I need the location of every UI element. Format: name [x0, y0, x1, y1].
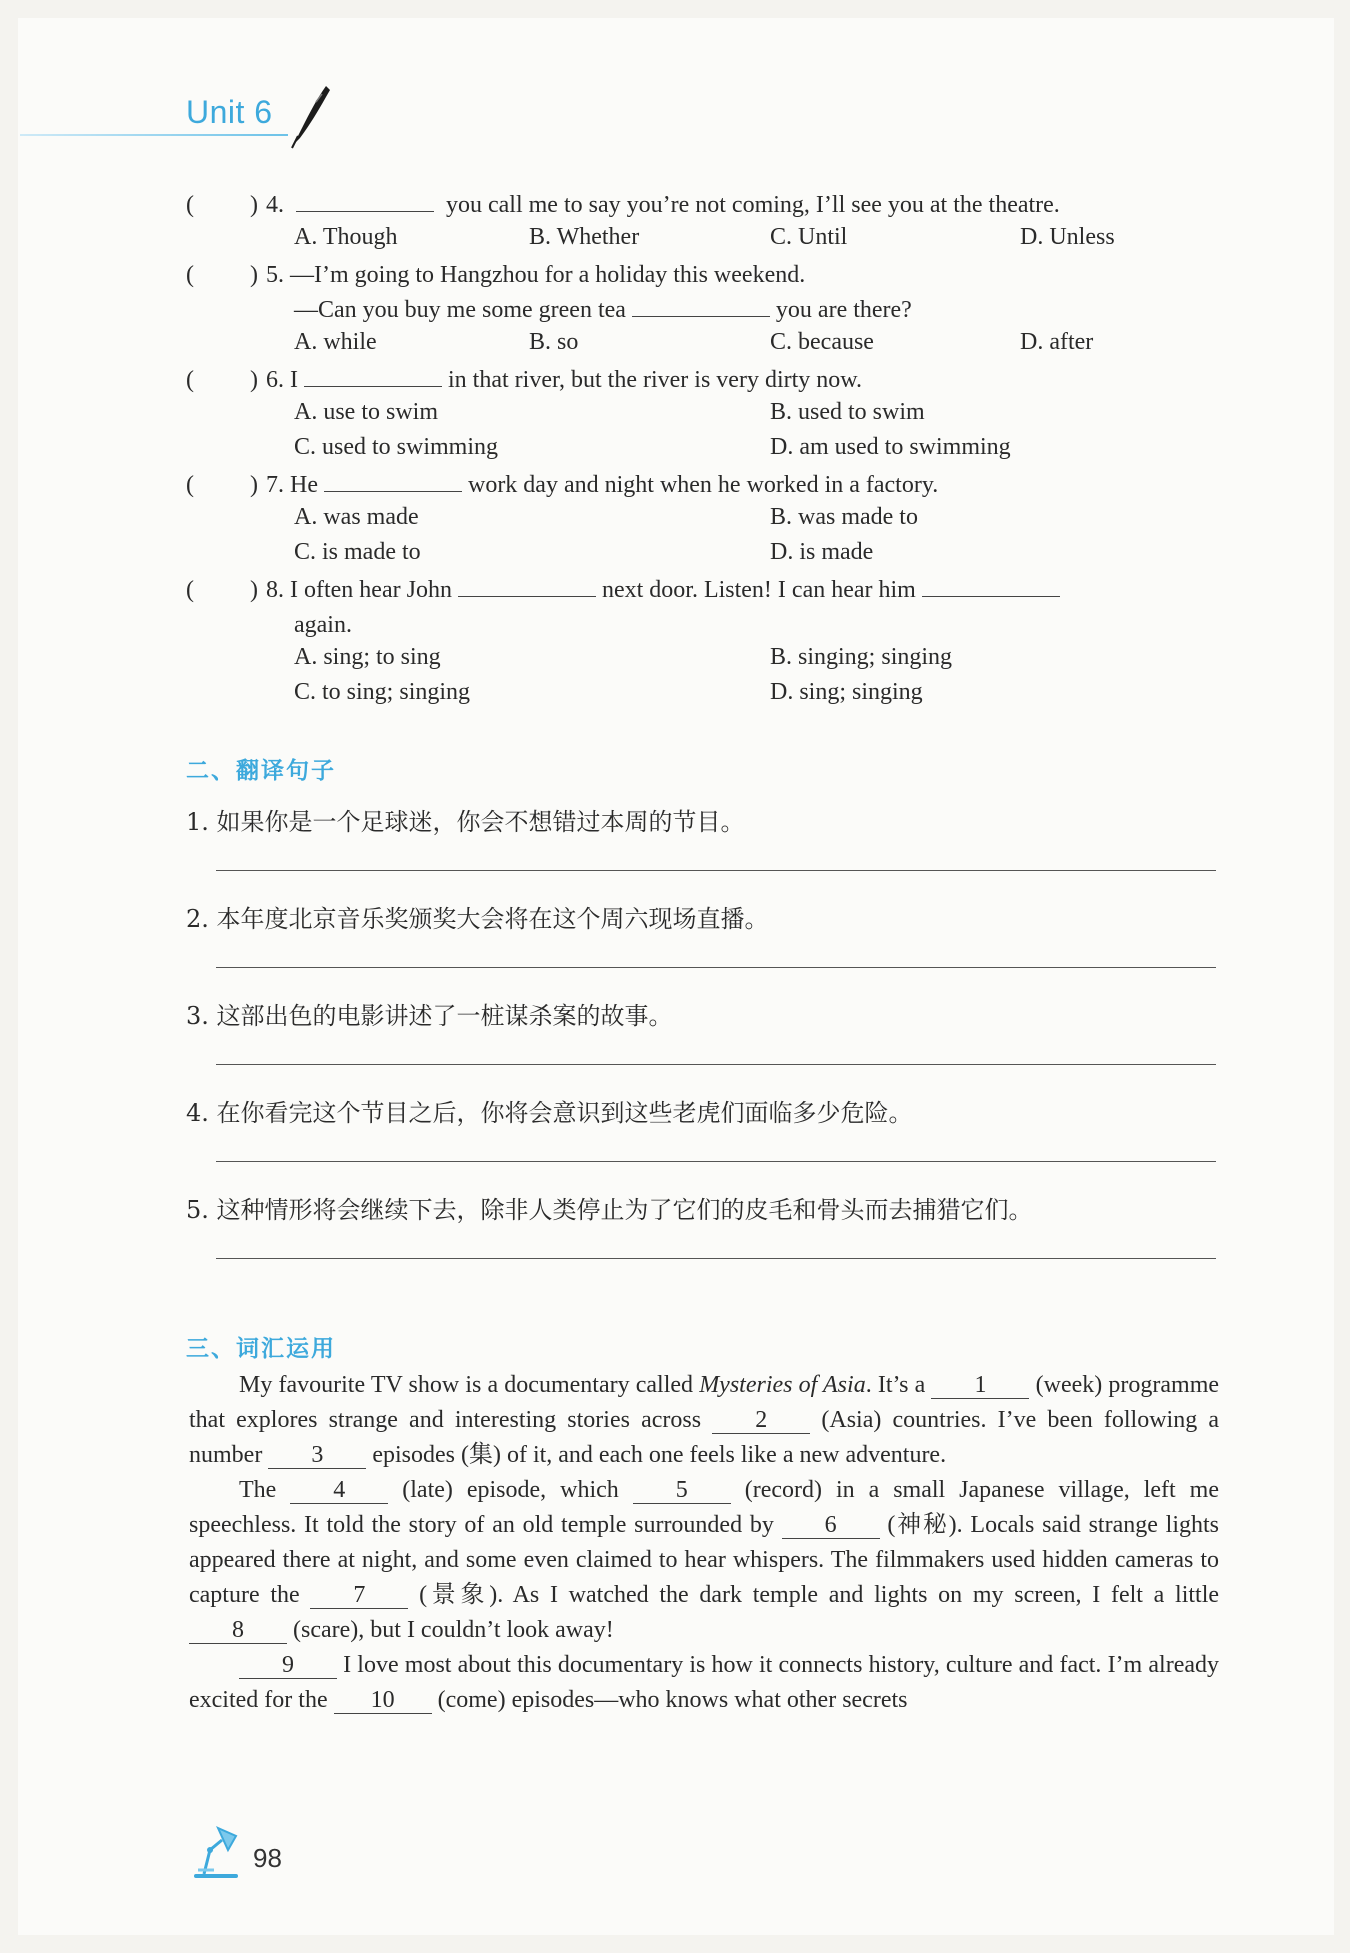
question-8-cont: again. — [294, 612, 352, 638]
blank-10[interactable]: 10 — [334, 1687, 432, 1714]
option-d[interactable]: D. am used to swimming — [770, 434, 1011, 460]
option-a[interactable]: A. was made — [294, 504, 419, 530]
answer-paren[interactable]: ( ) — [186, 262, 258, 288]
option-a[interactable]: A. use to swim — [294, 399, 438, 425]
paragraph: 9 I love most about this documentary is how it connects history, culture and fact. I’m already excited for the 10 (come) episodes—who knows what other secrets — [189, 1652, 1219, 1713]
option-a[interactable]: A. Though — [294, 224, 398, 250]
answer-line[interactable] — [216, 870, 1216, 871]
answer-blank[interactable] — [324, 469, 462, 492]
question-number: 8. — [266, 577, 284, 603]
answer-line[interactable] — [216, 1064, 1216, 1065]
show-title: Mysteries of Asia — [699, 1372, 866, 1398]
option-c[interactable]: C. to sing; singing — [294, 679, 471, 705]
option-b[interactable]: B. was made to — [770, 504, 918, 530]
blank-4[interactable]: 4 — [290, 1477, 388, 1504]
answer-blank[interactable] — [296, 189, 434, 212]
answer-blank[interactable] — [304, 364, 442, 387]
answer-line[interactable] — [216, 1161, 1216, 1162]
question-number: 6. — [266, 367, 284, 393]
paragraph: The 4 (late) episode, which 5 (record) in a small Japanese village, left me speechless. It told the story of an old temple surrounded by 6 (神秘). Locals said strange lights appeared there at night, and some even claimed to hear whispers. The filmmakers used hidden cameras to capture the 7 (景象). As I watched the dark temple and lights on my screen, I felt a little 8 (scare), but I couldn’t look away! — [189, 1477, 1220, 1643]
translation-item: 1. 如果你是一个足球迷，你会不想错过本周的节目。 — [186, 808, 745, 836]
question-number: 5. — [266, 262, 284, 288]
answer-blank[interactable] — [632, 294, 770, 317]
answer-paren[interactable]: ( ) — [186, 472, 258, 498]
section-heading-translate: 二、翻译句子 — [186, 758, 336, 784]
answer-line[interactable] — [216, 1258, 1216, 1259]
cloze-passage — [189, 1368, 1219, 1718]
question-5-line2: —Can you buy me some green tea you are there? — [294, 293, 912, 328]
question-text: —I’m going to Hangzhou for a holiday this weekend. — [290, 262, 806, 288]
option-a[interactable]: A. sing; to sing — [294, 644, 441, 670]
question-4 — [266, 188, 1060, 223]
option-d[interactable]: D. Unless — [1020, 224, 1115, 250]
blank-8[interactable]: 8 — [189, 1617, 287, 1644]
option-b[interactable]: B. used to swim — [770, 399, 925, 425]
translation-item: 5. 这种情形将会继续下去，除非人类停止为了它们的皮毛和骨头而去捕猎它们。 — [186, 1196, 1033, 1224]
blank-3[interactable]: 3 — [268, 1442, 366, 1469]
translation-item: 4. 在你看完这个节目之后，你将会意识到这些老虎们面临多少危险。 — [186, 1099, 913, 1127]
question-number: 7. — [266, 472, 284, 498]
question-6: 6. I in that river, but the river is very dirty now. — [266, 363, 862, 398]
question-8: 8. I often hear John next door. Listen! I can hear him — [266, 573, 1066, 608]
option-c[interactable]: C. is made to — [294, 539, 421, 565]
translation-item: 3. 这部出色的电影讲述了一桩谋杀案的故事。 — [186, 1002, 673, 1030]
desk-lamp-icon — [188, 1820, 244, 1880]
fountain-pen-icon — [286, 82, 334, 152]
option-c[interactable]: C. because — [770, 329, 874, 355]
section-heading-vocabulary: 三、词汇运用 — [186, 1336, 336, 1362]
answer-blank[interactable] — [458, 574, 596, 597]
question-5 — [266, 258, 805, 293]
option-d[interactable]: D. after — [1020, 329, 1094, 355]
header-rule — [20, 134, 288, 136]
blank-1[interactable]: 1 — [931, 1372, 1029, 1399]
option-a[interactable]: A. while — [294, 329, 377, 355]
page-number: 98 — [253, 1843, 282, 1873]
answer-paren[interactable]: ( ) — [186, 367, 258, 393]
unit-title: Unit 6 — [186, 94, 273, 130]
option-b[interactable]: B. Whether — [529, 224, 640, 250]
blank-7[interactable]: 7 — [310, 1582, 408, 1609]
answer-blank[interactable] — [922, 574, 1060, 597]
blank-9[interactable]: 9 — [239, 1652, 337, 1679]
blank-5[interactable]: 5 — [633, 1477, 731, 1504]
option-d[interactable]: D. is made — [770, 539, 874, 565]
option-c[interactable]: C. used to swimming — [294, 434, 499, 460]
question-7: 7. He work day and night when he worked in a factory. — [266, 468, 938, 503]
answer-line[interactable] — [216, 967, 1216, 968]
option-c[interactable]: C. Until — [770, 224, 848, 250]
translation-item: 2. 本年度北京音乐奖颁奖大会将在这个周六现场直播。 — [186, 905, 769, 933]
answer-paren[interactable]: ( ) — [186, 192, 258, 218]
blank-2[interactable]: 2 — [712, 1407, 810, 1434]
paragraph: My favourite TV show is a documentary called Mysteries of Asia. It’s a 1 (week) programme that explores strange and interesting stories across 2 (Asia) countries. I’ve been following a number 3 episodes (集) of it, and each one feels like a new adventure. — [189, 1372, 1220, 1468]
question-number: 4. — [266, 192, 284, 218]
question-text: you call me to say you’re not coming, I’ll see you at the theatre. — [446, 192, 1060, 218]
option-b[interactable]: B. so — [529, 329, 579, 355]
option-d[interactable]: D. sing; singing — [770, 679, 923, 705]
answer-paren[interactable]: ( ) — [186, 577, 258, 603]
option-b[interactable]: B. singing; singing — [770, 644, 953, 670]
blank-6[interactable]: 6 — [782, 1512, 880, 1539]
